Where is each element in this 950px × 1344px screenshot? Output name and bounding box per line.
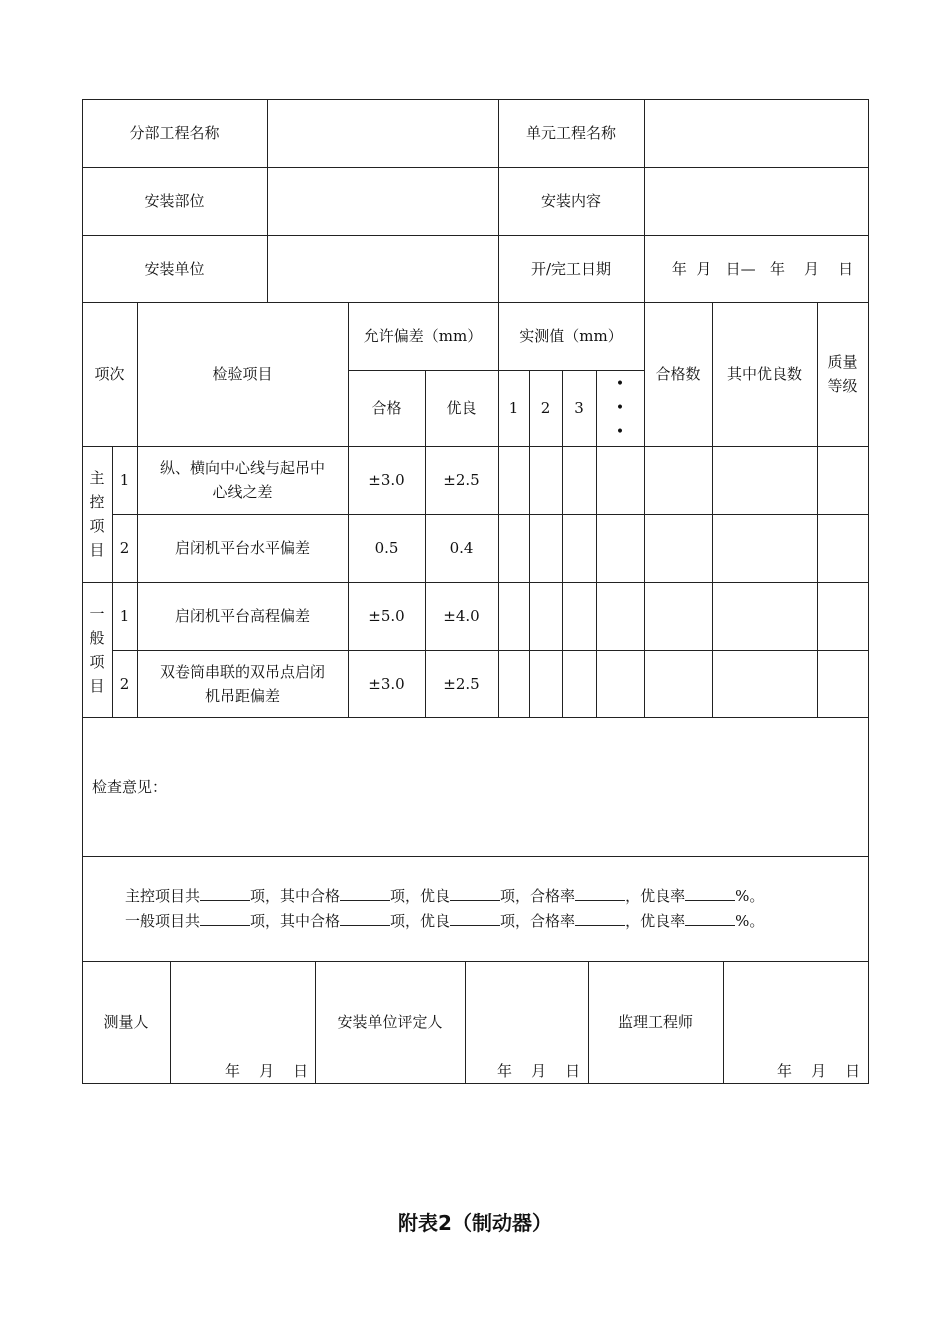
qualified-tolerance: ±3.0 [368,674,405,693]
item-text-line: 双卷筒串联的双吊点启闭 [159,662,325,681]
measure-1-header: 1 [508,399,519,417]
table-border-bottom [82,1083,869,1084]
excellent-tolerance: ±2.5 [443,471,480,489]
group-char: 一 [89,604,105,623]
qualified-header: 合格 [371,399,402,417]
blank-field[interactable] [340,885,390,901]
install-part-field[interactable] [268,167,498,235]
inspection-item-cell [137,446,348,514]
col-divider [723,961,724,1084]
install-company-field[interactable] [268,235,498,302]
excellent-count-header: 其中优良数 [726,365,802,383]
item-no-header: 项次 [94,365,125,383]
general-group-label [82,582,112,717]
supervisor-label: 监理工程师 [617,1013,693,1031]
blank-field[interactable] [340,910,390,926]
grade-header [817,302,868,446]
blank-field[interactable] [575,910,625,926]
dot-glyph: • [615,376,625,392]
row-divider [82,856,869,857]
row-divider [82,717,869,718]
dates-label: 开/完工日期 [530,259,612,278]
excellent-tolerance: ±2.5 [443,674,480,693]
item-text-line: 心线之差 [212,483,273,501]
install-company-label: 安装单位 [144,259,205,278]
row-no: 1 [119,607,130,625]
excellent-tolerance: ±4.0 [443,607,480,625]
group-char: 控 [89,493,105,511]
inspection-item-cell: 启闭机平台高程偏差 [174,607,310,625]
qualified-tolerance: ±3.0 [368,471,405,489]
col-divider [170,961,171,1084]
appendix-title: 附表2（制动器） [398,1211,552,1235]
blank-field[interactable] [200,885,250,901]
inspection-item-cell: 启闭机平台水平偏差 [174,539,310,557]
division-name-label: 分部工程名称 [129,124,220,142]
row-no: 2 [119,539,130,557]
group-char: 目 [89,676,105,695]
supervisor-date[interactable]: 年 月 日 [777,1062,861,1080]
tolerance-header: 允许偏差（mm） [363,327,483,345]
grade-header-line: 等级 [827,377,858,395]
excellent-header: 优良 [446,399,477,417]
excellent-tolerance: 0.4 [449,539,474,557]
group-char: 目 [89,541,105,559]
measured-header: 实测值（mm） [519,327,623,345]
blank-field[interactable] [685,910,735,926]
unit-name-label: 单元工程名称 [525,124,616,142]
grade-header-line: 质量 [827,353,858,371]
blank-field[interactable] [450,910,500,926]
install-content-field[interactable] [645,167,868,235]
group-char: 主 [89,469,105,487]
install-part-label: 安装部位 [144,192,205,210]
measurer-label: 测量人 [103,1013,149,1031]
blank-field[interactable] [575,885,625,901]
group-char: 项 [89,517,105,535]
inspection-opinion-label: 检查意见： [92,778,168,796]
inspection-item-cell [137,650,348,717]
item-text-line: 纵、横向中心线与起吊中 [159,459,325,477]
blank-field[interactable] [450,885,500,901]
evaluator-label: 安装单位评定人 [337,1013,443,1031]
dot-glyph: • [615,400,625,416]
blank-field[interactable] [200,910,250,926]
main-control-summary: 主控项目共 项，其中合格 项，优良 项，合格率 ，优良率 %。 [125,887,765,905]
main-control-group-label [82,446,112,582]
item-text-line: 机吊距偏差 [204,686,280,705]
install-content-label: 安装内容 [540,192,601,210]
division-name-field[interactable] [268,99,498,167]
group-char: 般 [89,628,105,647]
row-divider [82,961,869,962]
measure-2-header: 2 [540,399,551,417]
group-char: 项 [89,652,105,671]
col-divider [465,961,466,1084]
qualified-tolerance: 0.5 [374,539,399,557]
qualified-count-header: 合格数 [655,365,701,383]
inspection-item-header: 检验项目 [212,365,273,383]
unit-name-field[interactable] [645,99,868,167]
table-border-right [868,99,869,1084]
measure-3-header: 3 [574,399,584,417]
blank-field[interactable] [685,885,735,901]
dates-value[interactable]: 年 月 日— 年 月 日 [671,259,854,278]
qualified-tolerance: ±5.0 [368,607,405,625]
general-summary: 一般项目共 项，其中合格 项，优良 项，合格率 ，优良率 %。 [125,912,765,930]
measure-more-header [596,370,644,446]
row-no: 2 [119,674,130,693]
evaluator-date[interactable]: 年 月 日 [497,1062,581,1080]
measurer-date[interactable]: 年 月 日 [225,1062,309,1080]
dot-glyph: • [615,424,625,440]
row-no: 1 [119,471,130,489]
